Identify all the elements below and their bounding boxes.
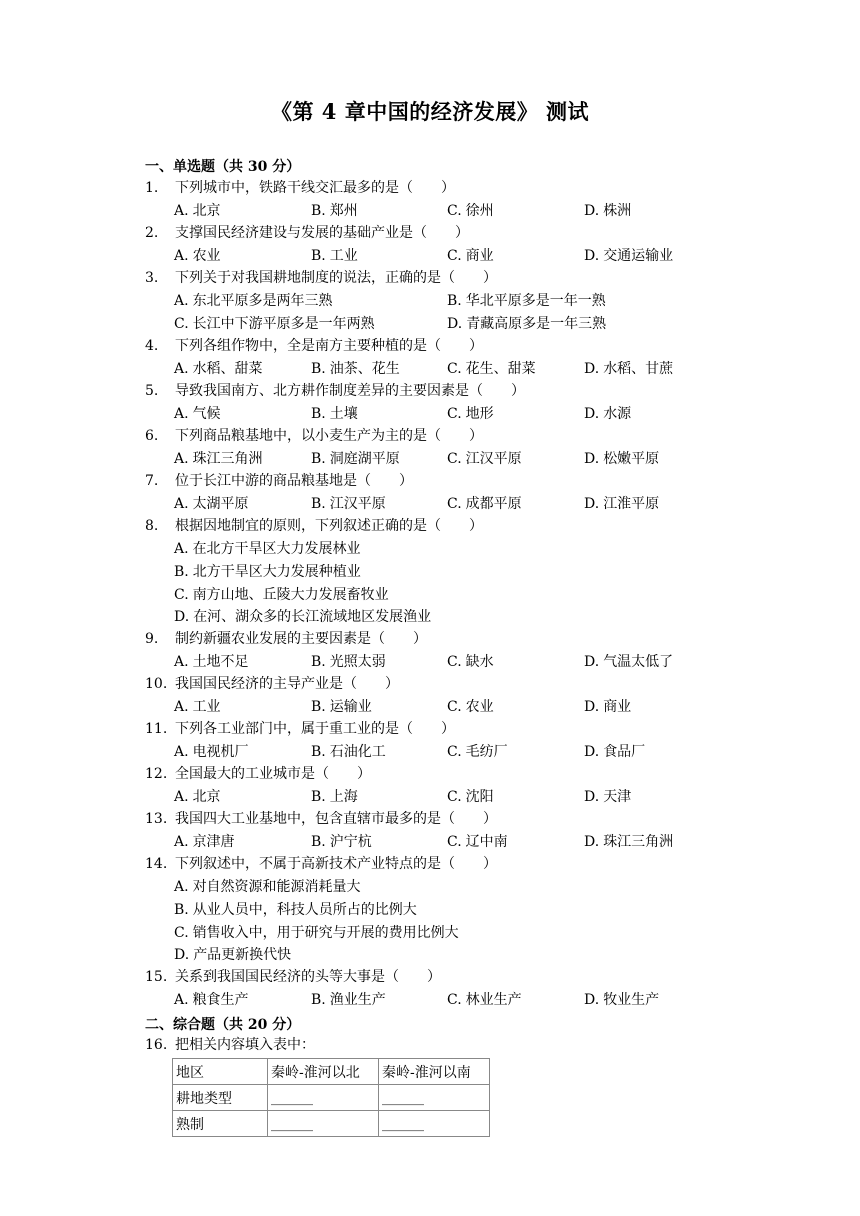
table-header-cell: 秦岭-淮河以北 [268, 1059, 379, 1085]
question-3: 3. 下列关于对我国耕地制度的说法，正确的是（ ） [145, 270, 497, 286]
table-header-row [173, 1059, 490, 1085]
option-c: C. 林业生产 [447, 992, 522, 1008]
option-c: C. 南方山地、丘陵大力发展畜牧业 [174, 587, 389, 603]
fill-in-table [172, 1058, 490, 1137]
option-b: B. 从业人员中，科技人员所占的比例大 [174, 902, 417, 918]
option-d: D. 松嫩平原 [584, 451, 660, 467]
option-b: B. 渔业生产 [311, 992, 386, 1008]
question-1: 1. 下列城市中，铁路干线交汇最多的是（ ） [145, 180, 455, 196]
option-c: C. 农业 [447, 699, 494, 715]
option-d: D. 珠江三角洲 [584, 834, 674, 850]
question-text: 关系到我国国民经济的头等大事是（ ） [175, 969, 441, 985]
option-c: C. 江汉平原 [447, 451, 522, 467]
question-text: 我国四大工业基地中，包含直辖市最多的是（ ） [175, 811, 497, 827]
question-text: 根据因地制宜的原则，下列叙述正确的是（ ） [175, 518, 483, 534]
option-b: B. 华北平原多是一年一熟 [447, 293, 606, 309]
question-6: 6. 下列商品粮基地中，以小麦生产为主的是（ ） [145, 428, 483, 444]
option-c: C. 毛纺厂 [447, 744, 508, 760]
option-b: B. 工业 [311, 248, 358, 264]
option-c: C. 商业 [447, 248, 494, 264]
option-c: C. 成都平原 [447, 496, 522, 512]
question-text: 下列关于对我国耕地制度的说法，正确的是（ ） [175, 270, 497, 286]
option-b: B. 运输业 [311, 699, 372, 715]
option-b: B. 江汉平原 [311, 496, 386, 512]
option-a: A. 粮食生产 [174, 992, 249, 1008]
table-row-label: 耕地类型 [173, 1085, 268, 1111]
table-header-cell: 地区 [173, 1059, 268, 1085]
question-9: 9. 制约新疆农业发展的主要因素是（ ） [145, 631, 427, 647]
option-b: B. 油茶、花生 [311, 361, 400, 377]
answer-blank[interactable]: ______ [379, 1111, 490, 1137]
question-4: 4. 下列各组作物中，全是南方主要种植的是（ ） [145, 338, 483, 354]
answer-blank[interactable]: ______ [268, 1085, 379, 1111]
option-a: A. 京津唐 [174, 834, 235, 850]
answer-blank[interactable]: ______ [379, 1085, 490, 1111]
question-text: 制约新疆农业发展的主要因素是（ ） [175, 631, 427, 647]
option-d: D. 水源 [584, 406, 632, 422]
option-d: D. 水稻、甘蔗 [584, 361, 674, 377]
option-a: A. 在北方干旱区大力发展林业 [174, 541, 361, 557]
question-text: 下列城市中，铁路干线交汇最多的是（ ） [175, 180, 455, 196]
question-8: 8. 根据因地制宜的原则，下列叙述正确的是（ ） [145, 518, 483, 534]
option-b: B. 北方干旱区大力发展种植业 [174, 564, 361, 580]
option-d: D. 交通运输业 [584, 248, 674, 264]
question-10: 10. 我国国民经济的主导产业是（ ） [145, 676, 399, 692]
question-16: 16. 把相关内容填入表中： [145, 1037, 315, 1053]
option-b: B. 石油化工 [311, 744, 386, 760]
option-b: B. 光照太弱 [311, 654, 386, 670]
option-c: C. 缺水 [447, 654, 494, 670]
question-text: 支撑国民经济建设与发展的基础产业是（ ） [175, 225, 469, 241]
option-a: A. 气候 [174, 406, 221, 422]
question-text: 下列叙述中，不属于高新技术产业特点的是（ ） [175, 856, 497, 872]
option-a: A. 珠江三角洲 [174, 451, 263, 467]
option-b: B. 土壤 [311, 406, 358, 422]
table-row-label: 熟制 [173, 1111, 268, 1137]
question-text: 下列各组作物中，全是南方主要种植的是（ ） [175, 338, 483, 354]
option-b: B. 沪宁杭 [311, 834, 372, 850]
option-a: A. 土地不足 [174, 654, 249, 670]
option-d: D. 牧业生产 [584, 992, 660, 1008]
option-c: C. 销售收入中，用于研究与开展的费用比例大 [174, 925, 459, 941]
option-d: D. 气温太低了 [584, 654, 674, 670]
option-a: A. 东北平原多是两年三熟 [174, 293, 333, 309]
question-text: 下列各工业部门中，属于重工业的是（ ） [175, 721, 455, 737]
question-5: 5. 导致我国南方、北方耕作制度差异的主要因素是（ ） [145, 383, 525, 399]
option-b: B. 上海 [311, 789, 358, 805]
question-2: 2. 支撑国民经济建设与发展的基础产业是（ ） [145, 225, 469, 241]
option-a: A. 北京 [174, 203, 221, 219]
table-header-cell: 秦岭-淮河以南 [379, 1059, 490, 1085]
question-14: 14. 下列叙述中，不属于高新技术产业特点的是（ ） [145, 856, 497, 872]
option-a: A. 太湖平原 [174, 496, 249, 512]
question-12: 12. 全国最大的工业城市是（ ） [145, 766, 371, 782]
option-d: D. 食品厂 [584, 744, 646, 760]
option-d: D. 在河、湖众多的长江流域地区发展渔业 [174, 609, 432, 625]
option-d: D. 青藏高原多是一年三熟 [447, 316, 607, 332]
question-text: 我国国民经济的主导产业是（ ） [175, 676, 399, 692]
option-d: D. 江淮平原 [584, 496, 660, 512]
option-c: C. 花生、甜菜 [447, 361, 536, 377]
table-row [173, 1111, 490, 1137]
option-d: D. 产品更新换代快 [174, 947, 292, 963]
option-c: C. 沈阳 [447, 789, 494, 805]
question-text: 下列商品粮基地中，以小麦生产为主的是（ ） [175, 428, 483, 444]
question-text: 位于长江中游的商品粮基地是（ ） [175, 473, 413, 489]
option-a: A. 农业 [174, 248, 221, 264]
question-text: 全国最大的工业城市是（ ） [175, 766, 371, 782]
option-d: D. 商业 [584, 699, 632, 715]
question-11: 11. 下列各工业部门中，属于重工业的是（ ） [145, 721, 455, 737]
section-heading-comprehensive: 二、综合题（共 20 分） [145, 1017, 301, 1033]
option-a: A. 北京 [174, 789, 221, 805]
option-c: C. 辽中南 [447, 834, 508, 850]
option-b: B. 洞庭湖平原 [311, 451, 400, 467]
section-heading-single-choice: 一、单选题（共 30 分） [145, 159, 301, 175]
option-d: D. 天津 [584, 789, 632, 805]
table-row [173, 1085, 490, 1111]
question-text: 导致我国南方、北方耕作制度差异的主要因素是（ ） [175, 383, 525, 399]
option-a: A. 电视机厂 [174, 744, 249, 760]
question-7: 7. 位于长江中游的商品粮基地是（ ） [145, 473, 413, 489]
option-c: C. 徐州 [447, 203, 494, 219]
option-a: A. 工业 [174, 699, 221, 715]
question-13: 13. 我国四大工业基地中，包含直辖市最多的是（ ） [145, 811, 497, 827]
question-15: 15. 关系到我国国民经济的头等大事是（ ） [145, 969, 441, 985]
option-a: A. 对自然资源和能源消耗量大 [174, 879, 361, 895]
option-c: C. 长江中下游平原多是一年两熟 [174, 316, 375, 332]
option-b: B. 郑州 [311, 203, 358, 219]
option-d: D. 株洲 [584, 203, 632, 219]
page-title: 《第 4 章中国的经济发展》 测试 [270, 99, 590, 124]
question-text: 把相关内容填入表中： [175, 1037, 315, 1053]
option-a: A. 水稻、甜菜 [174, 361, 263, 377]
answer-blank[interactable]: ______ [268, 1111, 379, 1137]
option-c: C. 地形 [447, 406, 494, 422]
